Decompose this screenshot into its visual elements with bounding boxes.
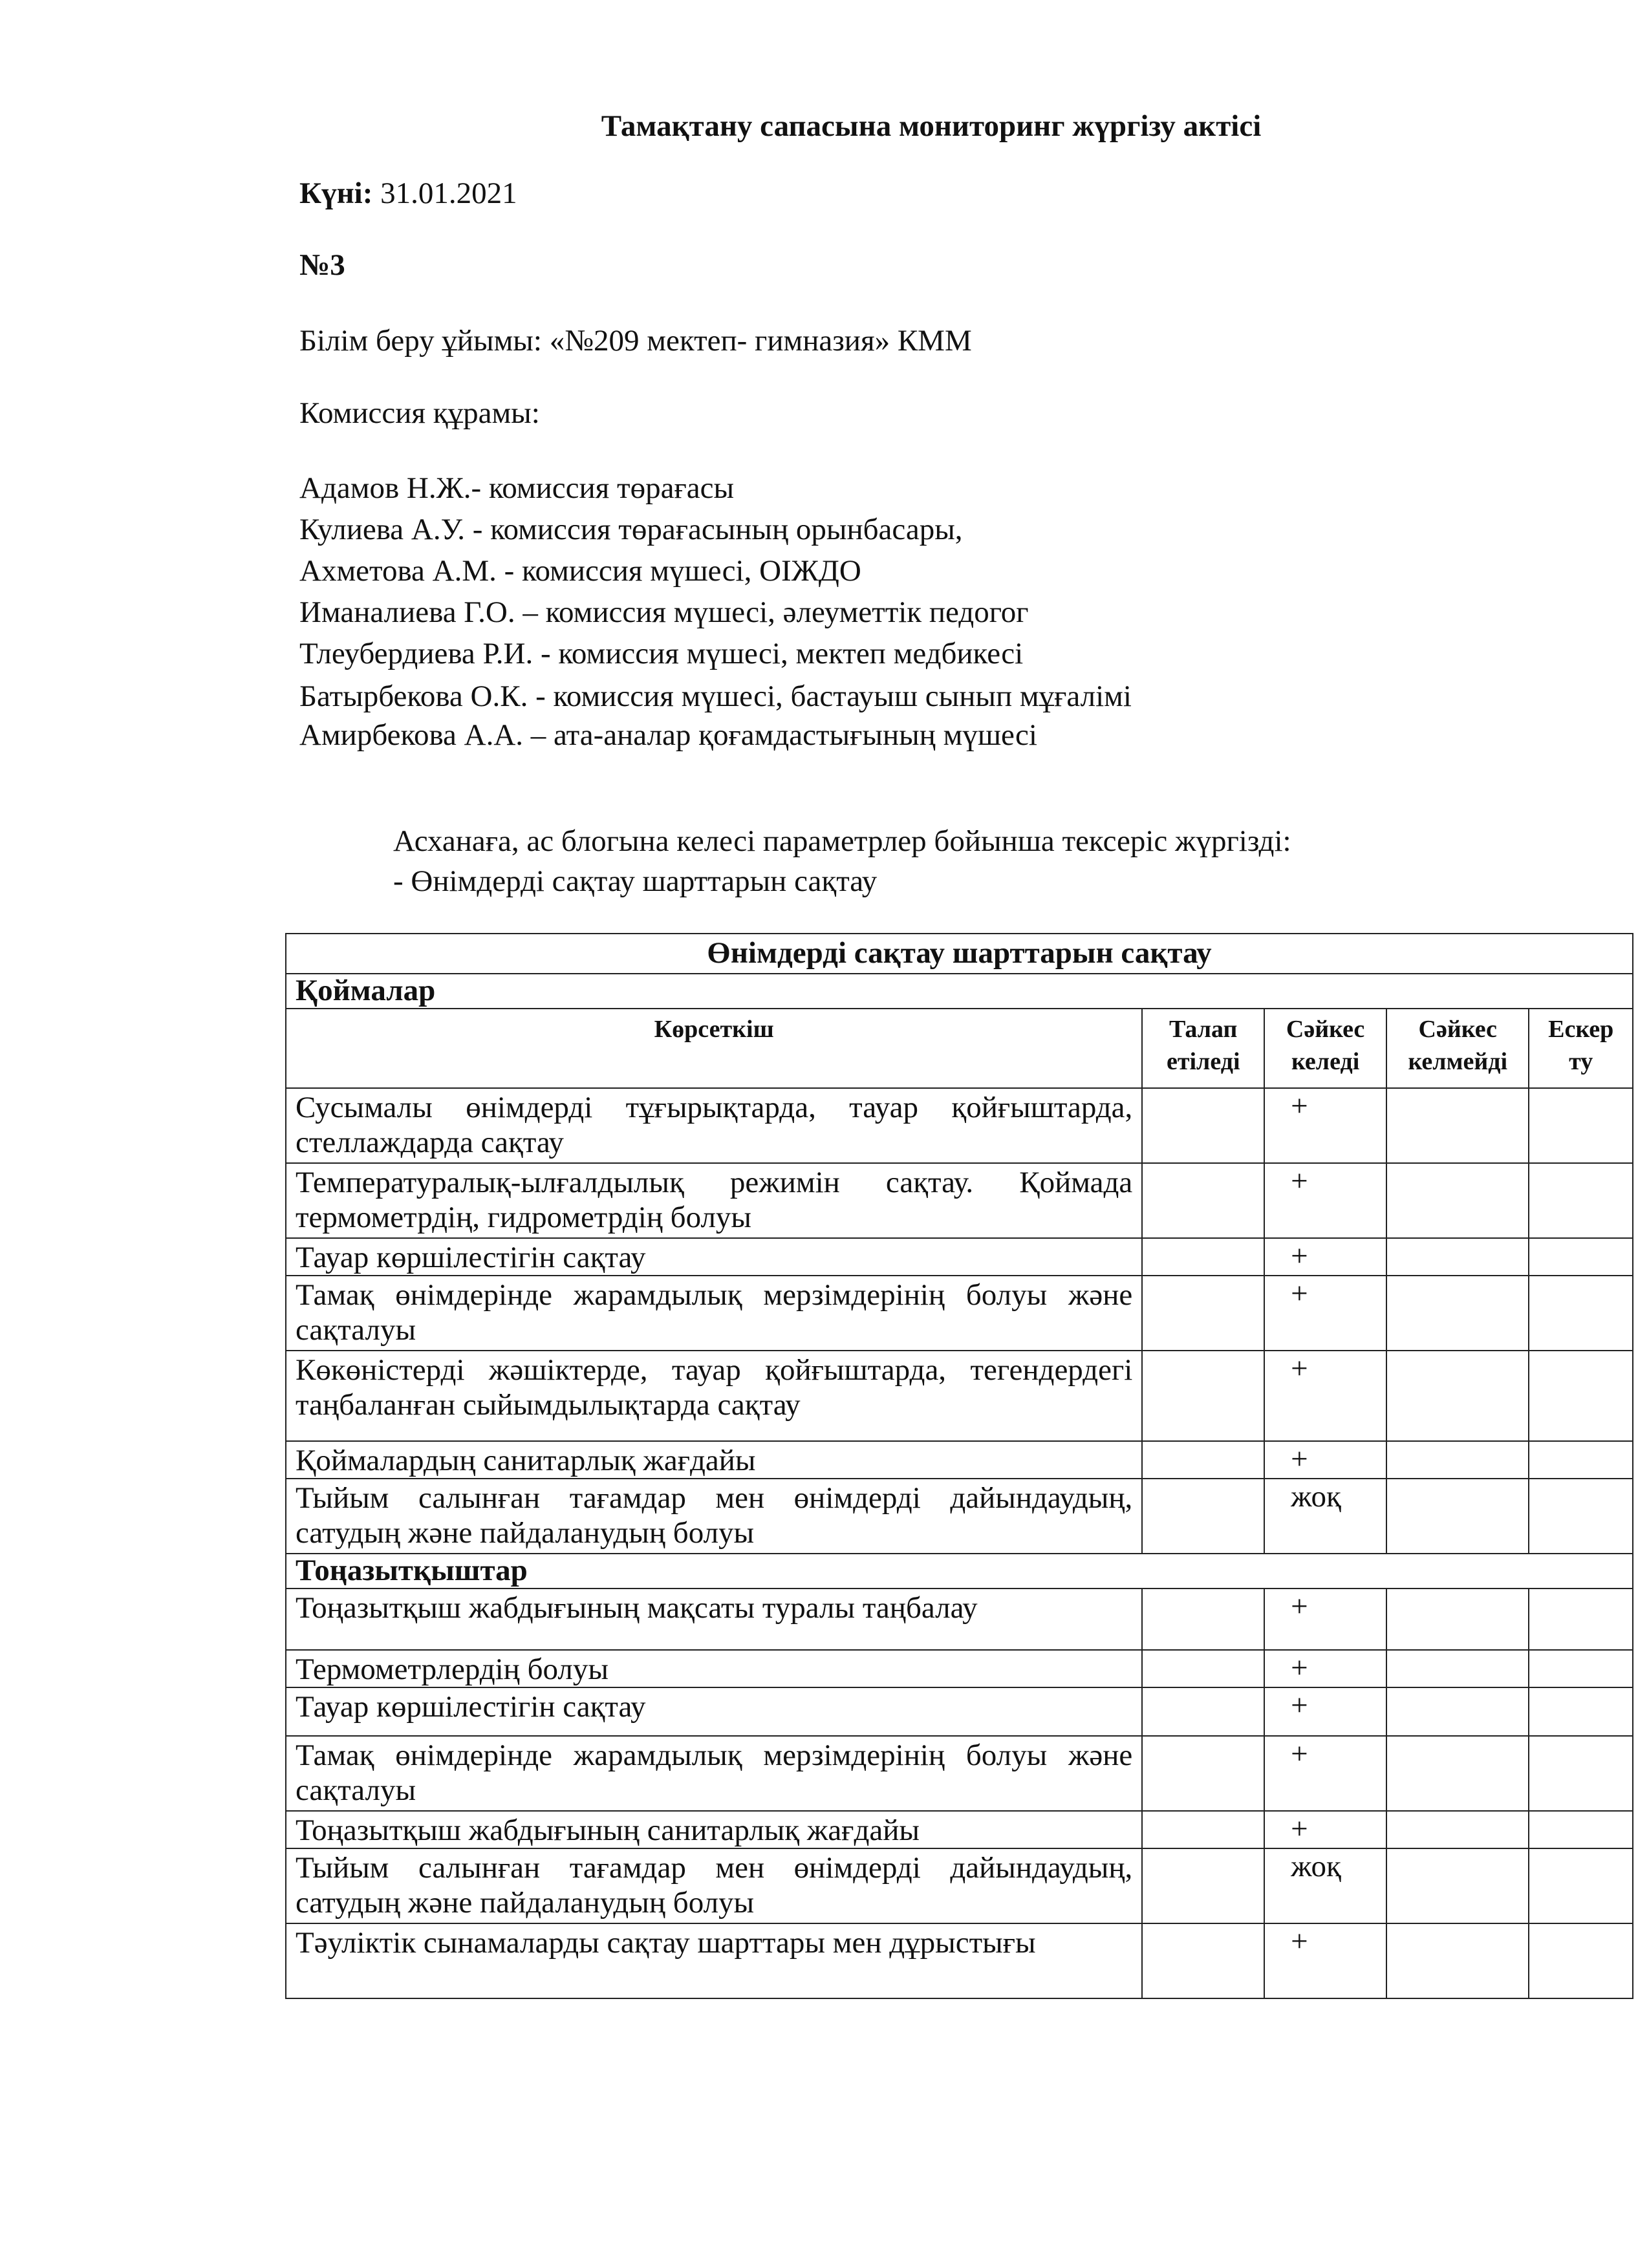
table-row (286, 1088, 1633, 1163)
not-complies-cell (1386, 1848, 1529, 1923)
commission-member: Тлеубердиева Р.И. - комиссия мүшесі, мектеп медбикесі (299, 637, 1024, 670)
table-row (286, 1238, 1633, 1276)
commission-member: Кулиева А.У. - комиссия төрағасының орынбасары, (299, 513, 963, 546)
complies-cell: + (1264, 1923, 1386, 1998)
not-complies-cell (1386, 1276, 1529, 1351)
note-cell (1529, 1276, 1633, 1351)
indicator-cell: Тыйым салынған тағамдар мен өнімдерді дайындаудың, сатудың және пайдаланудың болуы (286, 1848, 1142, 1923)
section-header-refrigerators: Тоңазытқыштар (286, 1554, 1633, 1589)
column-header-note: Ескер ту (1529, 1009, 1633, 1088)
complies-cell: + (1264, 1687, 1386, 1736)
note-cell (1529, 1736, 1633, 1811)
commission-member: Амирбекова А.А. – ата-аналар қоғамдастығының мүшесі (299, 718, 1037, 752)
table-row (286, 1923, 1633, 1998)
complies-cell: + (1264, 1811, 1386, 1848)
indicator-cell: Температуралық-ылғалдылық режимін сақтау. Қоймада термометрдің, гидрометрдің болуы (286, 1163, 1142, 1238)
table-row (286, 1441, 1633, 1479)
not-complies-cell (1386, 1687, 1529, 1736)
intro-item: - Өнімдерді сақтау шарттарын сақтау (393, 864, 878, 898)
note-cell (1529, 1163, 1633, 1238)
indicator-cell: Тыйым салынған тағамдар мен өнімдерді дайындаудың, сатудың және пайдаланудың болуы (286, 1479, 1142, 1554)
not-complies-cell (1386, 1163, 1529, 1238)
required-cell (1142, 1088, 1264, 1163)
required-cell (1142, 1848, 1264, 1923)
not-complies-cell (1386, 1736, 1529, 1811)
complies-cell: + (1264, 1441, 1386, 1479)
note-cell (1529, 1848, 1633, 1923)
complies-cell: + (1264, 1351, 1386, 1441)
column-header-complies: Сәйкес келеді (1264, 1009, 1386, 1088)
note-cell (1529, 1811, 1633, 1848)
commission-label: Комиссия құрамы: (299, 396, 540, 430)
indicator-cell: Термометрлердің болуы (286, 1650, 1142, 1687)
section-header-warehouses: Қоймалар (286, 974, 1633, 1009)
document-title: Тамақтану сапасына мониторинг жүргізу актісі (601, 109, 1262, 143)
required-cell (1142, 1441, 1264, 1479)
required-cell (1142, 1351, 1264, 1441)
date-value: 31.01.2021 (372, 177, 517, 210)
complies-cell: + (1264, 1589, 1386, 1650)
not-complies-cell (1386, 1811, 1529, 1848)
complies-cell: + (1264, 1238, 1386, 1276)
note-cell (1529, 1441, 1633, 1479)
indicator-cell: Сусымалы өнімдерді тұғырықтарда, тауар қойғыштарда, стеллаждарда сақтау (286, 1088, 1142, 1163)
required-cell (1142, 1923, 1264, 1998)
indicator-cell: Тамақ өнімдерінде жарамдылық мерзімдерінің болуы және сақталуы (286, 1736, 1142, 1811)
complies-cell: + (1264, 1088, 1386, 1163)
column-header-not-complies: Сәйкес келмейді (1386, 1009, 1529, 1088)
complies-cell: + (1264, 1736, 1386, 1811)
indicator-cell: Көкөністерді жәшіктерде, тауар қойғыштарда, тегендердегі таңбаланған сыйымдылықтарда сақтау (286, 1351, 1142, 1441)
table-row (286, 1351, 1633, 1441)
table-row (286, 1848, 1633, 1923)
table-row (286, 1589, 1633, 1650)
note-cell (1529, 1351, 1633, 1441)
not-complies-cell (1386, 1479, 1529, 1554)
required-cell (1142, 1163, 1264, 1238)
table-row (286, 1650, 1633, 1687)
complies-cell: + (1264, 1163, 1386, 1238)
complies-cell: + (1264, 1276, 1386, 1351)
note-cell (1529, 1687, 1633, 1736)
table-row (286, 1276, 1633, 1351)
note-cell (1529, 1650, 1633, 1687)
note-cell (1529, 1479, 1633, 1554)
not-complies-cell (1386, 1441, 1529, 1479)
note-cell (1529, 1589, 1633, 1650)
note-cell (1529, 1238, 1633, 1276)
note-cell (1529, 1088, 1633, 1163)
required-cell (1142, 1650, 1264, 1687)
complies-cell: жоқ (1264, 1848, 1386, 1923)
column-header-required: Талап етіледі (1142, 1009, 1264, 1088)
complies-cell: жоқ (1264, 1479, 1386, 1554)
note-cell (1529, 1923, 1633, 1998)
required-cell (1142, 1589, 1264, 1650)
table-title: Өнімдерді сақтау шарттарын сақтау (286, 934, 1633, 974)
commission-member: Иманалиева Г.О. – комиссия мүшесі, әлеуметтік педогог (299, 595, 1029, 629)
required-cell (1142, 1479, 1264, 1554)
indicator-cell: Тауар көршілестігін сақтау (286, 1238, 1142, 1276)
commission-member: Батырбекова О.К. - комиссия мүшесі, бастауыш сынып мұғалімі (299, 679, 1132, 713)
not-complies-cell (1386, 1351, 1529, 1441)
storage-conditions-table (285, 933, 1633, 1999)
indicator-cell: Тоңазытқыш жабдығының мақсаты туралы таңбалау (286, 1589, 1142, 1650)
organization: Білім беру ұйымы: «№209 мектеп- гимназия» КММ (299, 324, 972, 358)
required-cell (1142, 1736, 1264, 1811)
not-complies-cell (1386, 1238, 1529, 1276)
not-complies-cell (1386, 1650, 1529, 1687)
act-number: №3 (299, 248, 345, 282)
date-line (299, 176, 517, 211)
intro-text: Асханаға, ас блогына келесі параметрлер бойынша тексеріс жүргізді: (393, 824, 1291, 858)
indicator-cell: Тамақ өнімдерінде жарамдылық мерзімдерінің болуы және сақталуы (286, 1276, 1142, 1351)
indicator-cell: Қоймалардың санитарлық жағдайы (286, 1441, 1142, 1479)
complies-cell: + (1264, 1650, 1386, 1687)
indicator-cell: Тоңазытқыш жабдығының санитарлық жағдайы (286, 1811, 1142, 1848)
not-complies-cell (1386, 1589, 1529, 1650)
required-cell (1142, 1238, 1264, 1276)
table-row (286, 1163, 1633, 1238)
table-row (286, 1687, 1633, 1736)
indicator-cell: Тәуліктік сынамаларды сақтау шарттары мен дұрыстығы (286, 1923, 1142, 1998)
required-cell (1142, 1276, 1264, 1351)
not-complies-cell (1386, 1923, 1529, 1998)
table-row (286, 1811, 1633, 1848)
table-row (286, 1736, 1633, 1811)
date-label: Күні: (299, 177, 373, 210)
required-cell (1142, 1687, 1264, 1736)
required-cell (1142, 1811, 1264, 1848)
not-complies-cell (1386, 1088, 1529, 1163)
table-row (286, 1479, 1633, 1554)
commission-member: Адамов Н.Ж.- комиссия төрағасы (299, 471, 735, 505)
commission-member: Ахметова А.М. - комиссия мүшесі, ОІЖДО (299, 554, 861, 588)
indicator-cell: Тауар көршілестігін сақтау (286, 1687, 1142, 1736)
column-header-indicator: Көрсеткіш (286, 1009, 1142, 1088)
